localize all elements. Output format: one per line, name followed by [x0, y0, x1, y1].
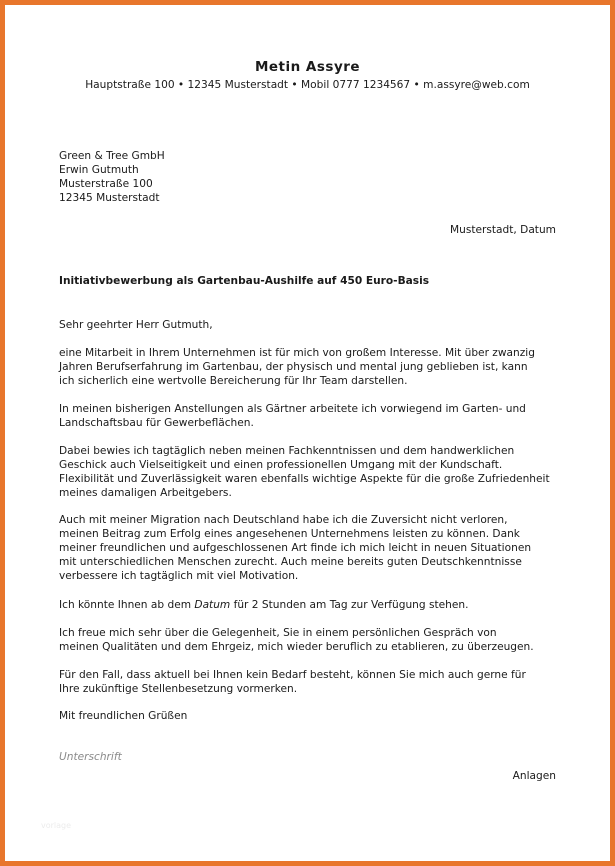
recipient-street: Musterstraße 100	[59, 178, 153, 190]
availability-date-placeholder: Datum	[194, 599, 231, 611]
salutation: Sehr geehrter Herr Gutmuth,	[59, 319, 213, 331]
recipient-company: Green & Tree GmbH	[59, 150, 165, 162]
attachments-label: Anlagen	[512, 770, 556, 782]
body-paragraph: In meinen bisherigen Anstellungen als Gärtner arbeitete ich vorwiegend im Garten- und Landschaftsbau für Gewerbeflächen.	[59, 403, 526, 429]
subject-line: Initiativbewerbung als Gartenbau-Aushilfe auf 450 Euro-Basis	[59, 275, 430, 287]
body-paragraph: Auch mit meiner Migration nach Deutschland habe ich die Zuversicht nicht verloren, meinen Beitrag zum Erfolg eines angesehenen Unternehmens leisten zu können. Dank meiner freundlichen und aufgeschlossenen Art finde ich mich leicht in neuen Situationen mit unterschiedlichen Menschen zurecht. Auch meine bereits guten Deutschkenntnisse verbessere ich tagtäglich mit viel Motivation.	[59, 514, 532, 582]
recipient-person: Erwin Gutmuth	[59, 164, 139, 176]
watermark: vorlage	[41, 821, 72, 830]
recipient-address	[59, 149, 165, 205]
sender-contact-line: Hauptstraße 100 • 12345 Musterstadt • Mobil 0777 1234567 • m.assyre@web.com	[85, 79, 530, 91]
body-paragraph: eine Mitarbeit in Ihrem Unternehmen ist für mich von großem Interesse. Mit über zwanzig Jahren Berufserfahrung im Gartenbau, der physisch und mental jung geblieben ist, kann ich sicherlich eine wertvolle Bereicherung für Ihr Team darstellen.	[59, 347, 535, 387]
availability-paragraph	[59, 598, 469, 612]
body-paragraph: Ich freue mich sehr über die Gelegenheit, Sie in einem persönlichen Gespräch von meinen Qualitäten und dem Ehrgeiz, mich wieder beruflich zu etablieren, zu überzeugen.	[59, 627, 534, 653]
place-date: Musterstadt, Datum	[449, 224, 556, 236]
recipient-city: 12345 Musterstadt	[59, 192, 160, 204]
closing: Mit freundlichen Grüßen	[59, 710, 188, 722]
body-paragraph: Dabei bewies ich tagtäglich neben meinen Fachkenntnissen und dem handwerklichen Geschick auch Vielseitigkeit und einen professionellen Umgang mit der Kundschaft. Flexibilität und Zuverlässigkeit waren ebenfalls wichtige Aspekte für die große Zufriedenheit meines damaligen Arbeitgebers.	[59, 445, 550, 499]
availability-text-before: Ich könnte Ihnen ab dem	[59, 599, 195, 611]
sender-name: Metin Assyre	[254, 59, 361, 75]
signature-placeholder: Unterschrift	[59, 751, 122, 763]
availability-text-after: für 2 Stunden am Tag zur Verfügung stehen.	[230, 599, 469, 611]
body-paragraph: Für den Fall, dass aktuell bei Ihnen kein Bedarf besteht, können Sie mich auch gerne für Ihre zukünftige Stellenbesetzung vormerken.	[59, 669, 526, 695]
